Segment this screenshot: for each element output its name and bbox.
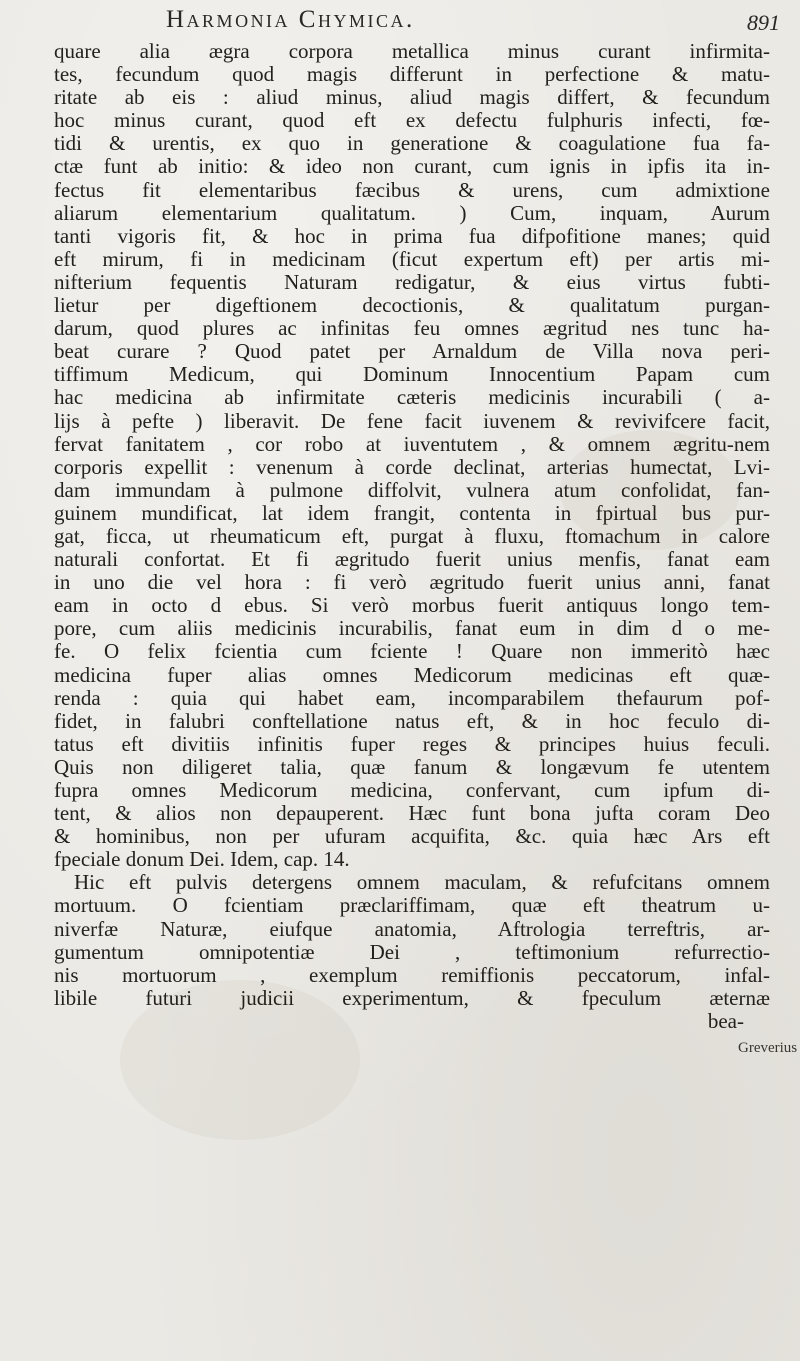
text-line: pore, cum aliis medicinis incurabilis, fanat eum in dim d o me-	[54, 616, 770, 641]
text-line: gumentum omnipotentiæ Dei , teftimonium refurrectio-	[54, 939, 770, 964]
text-line: naturali confortat. Et fi ægritudo fuerit unius menfis, fanat eam	[54, 547, 770, 572]
text-line: tiffimum Medicum, qui Dominum Innocentium Papam cum	[54, 362, 770, 387]
text-line: fervat fanitatem , cor robo at iuventutem , & omnem ægritu-nem	[54, 431, 770, 456]
text-line: gat, ficca, ut rheumaticum eft, purgat à fluxu, ftomachum in calore	[54, 523, 770, 548]
text-line: quare alia ægra corpora metallica minus curant infirmita-	[54, 39, 770, 63]
catchword: bea-	[707, 1008, 744, 1033]
text-line: fe. O felix fcientia cum fciente ! Quare non immeritò hæc	[54, 639, 770, 664]
text-line: & hominibus, non per ufuram acquifita, &c. quia hæc Ars eft	[54, 824, 770, 849]
text-line: fectus fit elementaribus fæcibus & urens, cum admixtione	[54, 177, 770, 202]
page-header	[58, 4, 798, 38]
text-line: tes, fecundum quod magis differunt in perfectione & matu-	[54, 62, 770, 87]
margin-note: Greverius	[738, 1040, 798, 1056]
text-line: eft mirum, fi in medicinam (ficut expertum eft) per artis mi-	[54, 246, 770, 271]
text-line: ritate ab eis : aliud minus, aliud magis differt, & fecundum	[54, 85, 770, 110]
text-line: beat curare ? Quod patet per Arnaldum de Villa nova peri-	[54, 339, 770, 364]
text-line: guinem mundificat, lat idem frangit, contenta in fpirtual bus pur-	[54, 500, 770, 525]
text-line: hac medicina ab infirmitate cæteris medicinis incurabili ( a-	[54, 385, 770, 410]
text-line: dam immundam à pulmone diffolvit, vulnera atum confolidat, fan-	[54, 477, 770, 502]
page-number: 891	[747, 10, 780, 35]
text-line: hoc minus curant, quod eft ex defectu fulphuris infecti, fœ-	[54, 108, 770, 133]
text-line: renda : quia qui habet eam, incomparabilem thefaurum pof-	[54, 685, 770, 710]
text-line: darum, quod plures ac infinitas feu omnes ægritud nes tunc ha-	[54, 316, 770, 341]
text-line: lijs à pefte ) liberavit. De fene facit iuvenem & revivifcere facit,	[54, 408, 770, 433]
text-line: tent, & alios non depauperent. Hæc funt bona jufta coram Deo	[54, 801, 770, 826]
text-line: aliarum elementarium qualitatum. ) Cum, inquam, Aurum	[54, 200, 770, 225]
text-line: nis mortuorum , exemplum remiffionis peccatorum, infal-	[54, 962, 770, 987]
text-line: eam in octo d ebus. Si verò morbus fuerit antiquus longo tem-	[54, 593, 770, 618]
text-line: Hic eft pulvis detergens omnem maculam, & refufcitans omnem	[74, 870, 770, 895]
text-line: libile futuri judicii experimentum, & fpeculum æternæ	[54, 985, 770, 1010]
text-line: niverfæ Naturæ, eiufque anatomia, Aftrologia terreftris, ar-	[54, 916, 770, 941]
text-line: mortuum. O fcientiam præclariffimam, quæ eft theatrum u-	[54, 893, 770, 918]
text-line: tanti vigoris fit, & hoc in prima fua difpofitione manes; quid	[54, 223, 770, 248]
text-line: Quis non diligeret talia, quæ fanum & longævum fe utentem	[54, 754, 770, 779]
text-line: lietur per digeftionem decoctionis, & qualitatum purgan-	[54, 293, 770, 318]
running-title: Harmonia Chymica.	[166, 6, 415, 33]
text-line: tidi & urentis, ex quo in generatione & coagulatione fua fa-	[54, 131, 770, 156]
text-line: medicina fuper alias omnes Medicorum medicinas eft quæ-	[54, 662, 770, 687]
text-line: corporis expellit : venenum à corde declinat, arterias humectat, Lvi-	[54, 454, 770, 479]
text-line: fpeciale donum Dei. Idem, cap. 14.	[54, 847, 350, 872]
text-line: ctæ funt ab initio: & ideo non curant, cum ignis in ipfis ita in-	[54, 154, 770, 179]
text-line: in uno die vel hora : fi verò ægritudo fuerit unius anni, fanat	[54, 570, 770, 595]
body-text	[54, 40, 770, 1033]
text-line: tatus eft divitiis infinitis fuper reges & principes huius feculi.	[54, 731, 770, 756]
text-line: nifterium fequentis Naturam redigatur, & eius virtus fubti-	[54, 269, 770, 294]
text-line: fupra omnes Medicorum medicina, confervant, cum ipfum di-	[54, 778, 770, 802]
text-line: fidet, in falubri conftellatione natus eft, & in hoc feculo di-	[54, 708, 770, 733]
